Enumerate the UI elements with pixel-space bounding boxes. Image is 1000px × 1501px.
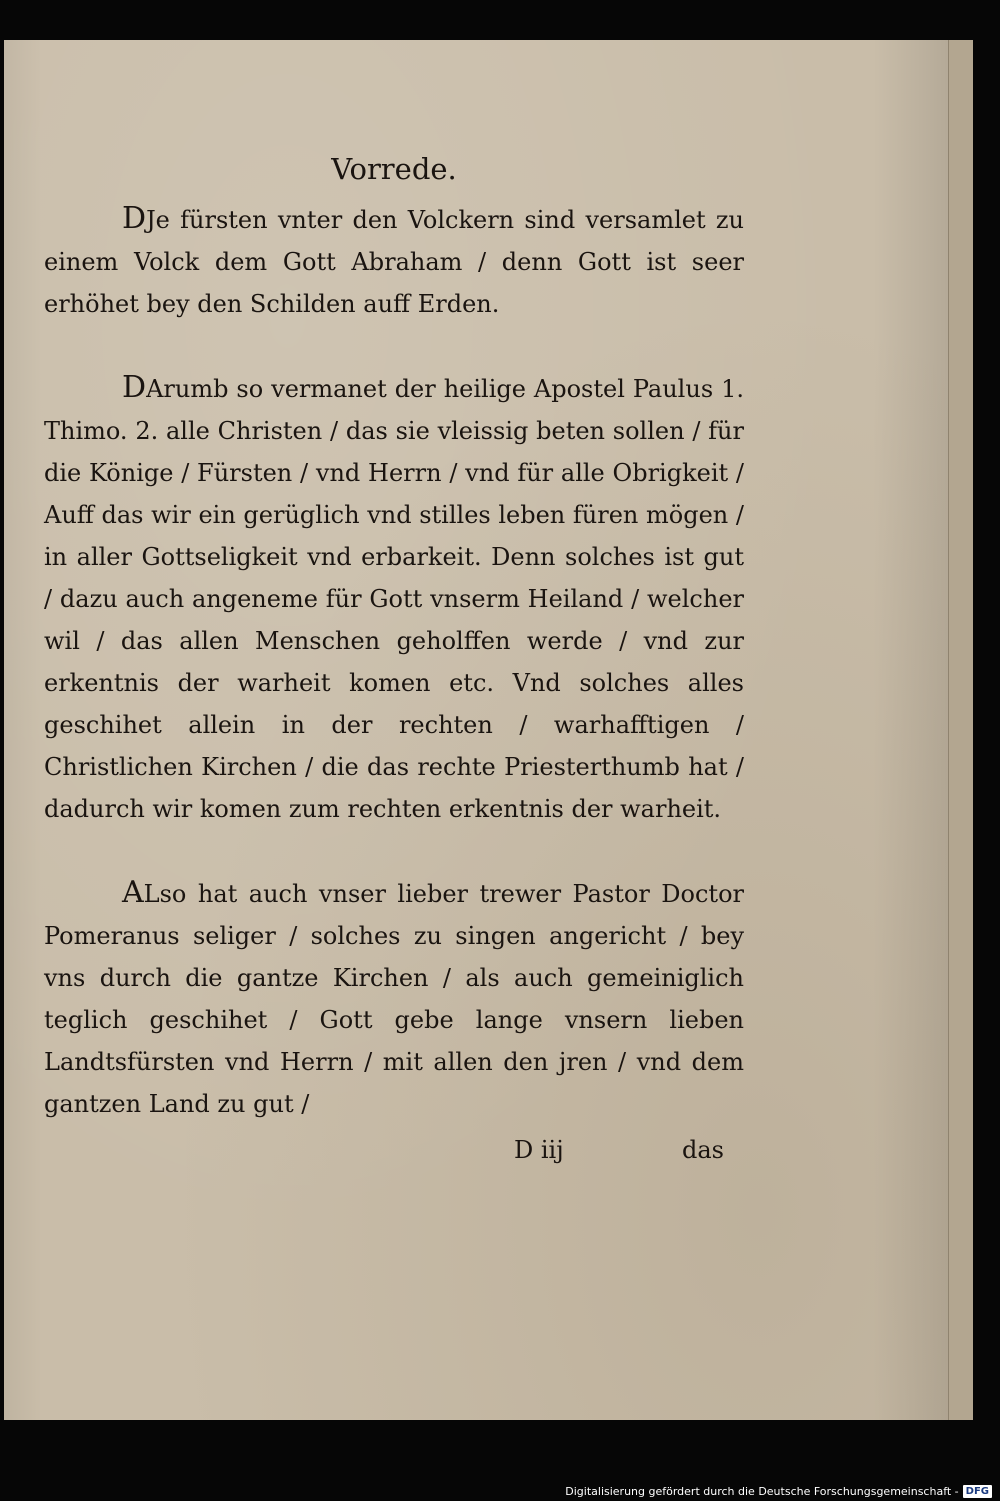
page-heading: Vorrede. [331,152,457,186]
catchword: das [682,1136,724,1164]
initial-letter: A [122,875,144,910]
initial-letter: D [122,201,147,236]
credit-text: Digitalisierung gefördert durch die Deutsche Forschungsgemeinschaft - [565,1484,959,1498]
dfg-logo: DFG [963,1485,992,1498]
book-page [4,40,948,1420]
initial-letter: D [122,370,147,405]
paragraph-text: Arumb so vermanet der heilige Apostel Paulus 1. Thimo. 2. alle Christen / das sie vleissig beten sollen / für die Könige / Fürsten / vnd Herrn / vnd für alle Obrigkeit / Auff das wir ein gerüglich vnd stilles leben füren mögen / in aller Gottseligkeit vnd erbarkeit. Denn solches ist gut / dazu auch angeneme für Gott vnserm Heiland / welcher wil / das allen Menschen geholffen werde / vnd zur erkentnis der warheit komen etc. Vnd solches alles geschihet allein in der rechten / warhafftigen / Christlichen Kirchen / die das rechte Priesterthumb hat / dadurch wir komen zum rechten erkentnis der warheit. [44,375,744,823]
paragraph-text: Lso hat auch vnser lieber trewer Pastor Doctor Pomeranus seliger / solches zu singen angericht / bey vns durch die gantze Kirchen / als auch gemeiniglich teglich geschihet / Gott gebe lange vnsern lieben Landtsfürsten vnd Herrn / mit allen den jren / vnd dem gantzen Land zu gut / [44,880,744,1118]
paragraph-3 [44,872,744,1125]
paragraph-1 [44,198,744,325]
signature-mark: D iij [514,1136,564,1164]
page-edge [948,40,973,1420]
digitization-credit [565,1483,992,1499]
page-catchline [44,1129,744,1171]
paragraph-2 [44,367,744,830]
paragraph-text: Je fürsten vnter den Volckern sind versamlet zu einem Volck dem Gott Abraham / denn Gott ist seer erhöhet bey den Schilden auff Erden. [44,206,744,318]
page-text [44,140,744,1171]
